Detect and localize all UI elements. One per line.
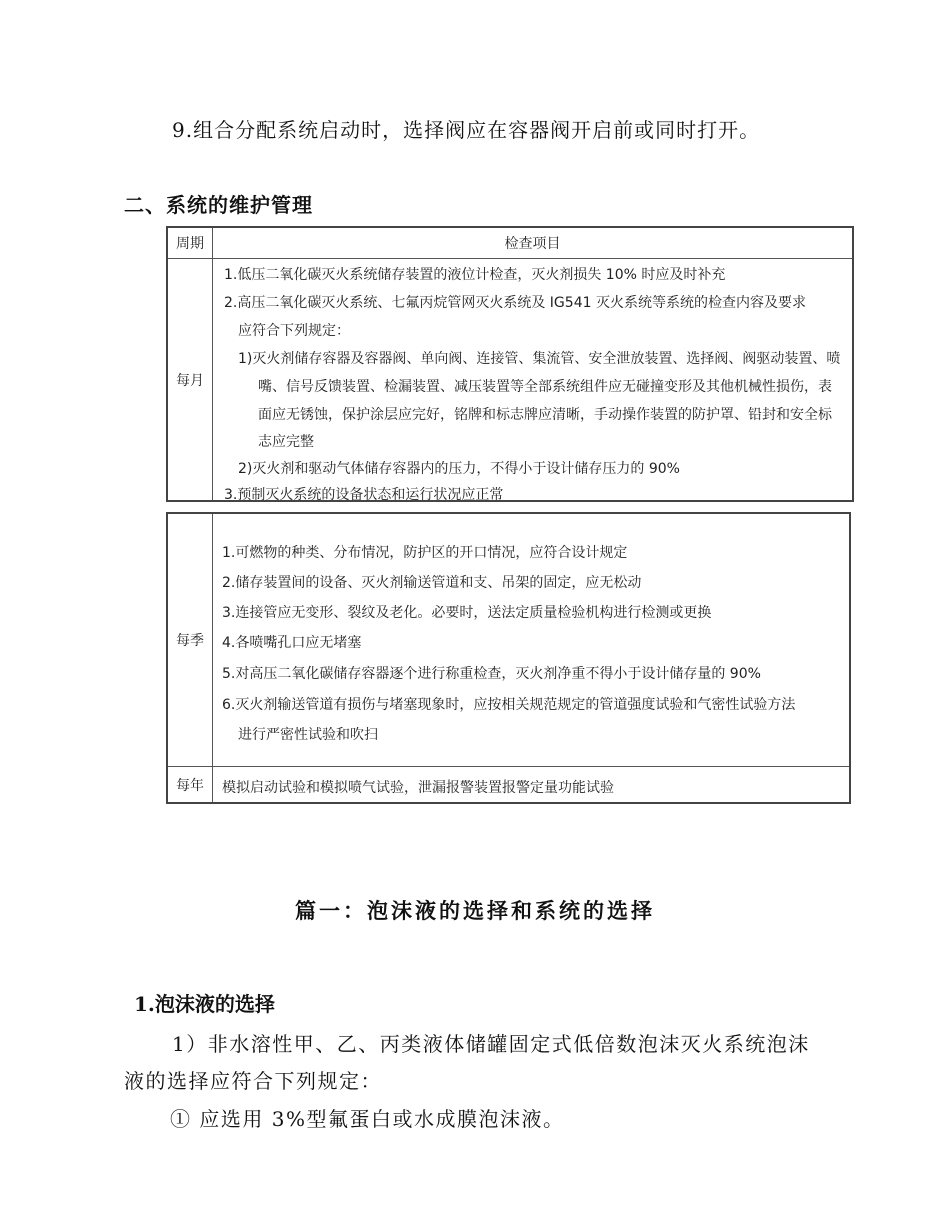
body-line: 液的选择应符合下列规定：: [124, 1069, 382, 1093]
period-quarterly: 每季: [168, 514, 213, 766]
period-yearly: 每年: [168, 767, 213, 802]
table-line: 3.连接管应无变形、裂纹及老化。必要时，送法定质量检验机构进行检测或更换: [222, 605, 712, 621]
header-items: 检查项目: [504, 236, 561, 252]
table-line: 2.高压二氧化碳灭火系统、七氟丙烷管网灭火系统及 IG541 灭火系统等系统的检查内容及要求: [224, 295, 806, 311]
row-divider: [168, 766, 849, 767]
sub-heading: 1.泡沫液的选择: [134, 992, 275, 1016]
table-line: 3.预制灭火系统的设备状态和运行状况应正常: [224, 487, 504, 503]
table-line: 1.可燃物的种类、分布情况，防护区的开口情况，应符合设计规定: [222, 545, 628, 561]
paragraph-9: 9.组合分配系统启动时，选择阀应在容器阀开启前或同时打开。: [172, 118, 761, 142]
table-line: 2.储存装置间的设备、灭火剂输送管道和支、吊架的固定，应无松动: [222, 575, 642, 591]
table-line: 应符合下列规定：: [238, 323, 350, 339]
section-heading: 二、系统的维护管理: [124, 193, 313, 217]
table-line: 模拟启动试验和模拟喷气试验，泄漏报警装置报警定量功能试验: [222, 780, 614, 796]
table-line: 1.低压二氧化碳灭火系统储存装置的液位计检查，灭火剂损失 10% 时应及时补充: [224, 267, 726, 283]
body-line: 1）非水溶性甲、乙、丙类液体储罐固定式低倍数泡沫灭火系统泡沫: [172, 1032, 810, 1056]
table-line: 面应无锈蚀，保护涂层应完好，铭牌和标志牌应清晰，手动操作装置的防护罩、铅封和安全标: [258, 407, 832, 423]
table-line: 嘴、信号反馈装置、检漏装置、减压装置等全部系统组件应无碰撞变形及其他机械性损伤，表: [258, 379, 832, 395]
maintenance-table-monthly: [166, 226, 854, 502]
body-line: ① 应选用 3%型氟蛋白或水成膜泡沫液。: [170, 1107, 565, 1131]
table-line: 志应完整: [258, 434, 314, 450]
table-line: 2)灭火剂和驱动气体储存容器内的压力，不得小于设计储存压力的 90%: [238, 461, 680, 477]
table-line: 1)灭火剂储存容器及容器阀、单向阀、连接管、集流管、安全泄放装置、选择阀、阀驱动装置、喷: [238, 351, 841, 367]
table-header-row: [168, 228, 852, 259]
table-line: 6.灭火剂输送管道有损伤与堵塞现象时，应按相关规范规定的管道强度试验和气密性试验方法: [222, 697, 796, 713]
maintenance-table-quarterly-yearly: [166, 512, 851, 804]
table-line: 进行严密性试验和吹扫: [238, 727, 378, 743]
period-monthly: 每月: [168, 259, 213, 500]
header-period: 周期: [168, 228, 213, 258]
table-line: 5.对高压二氧化碳储存容器逐个进行称重检查，灭火剂净重不得小于设计储存量的 90%: [222, 666, 761, 682]
chapter-title: 篇一：泡沫液的选择和系统的选择: [295, 898, 655, 923]
table-line: 4.各喷嘴孔口应无堵塞: [222, 635, 362, 651]
